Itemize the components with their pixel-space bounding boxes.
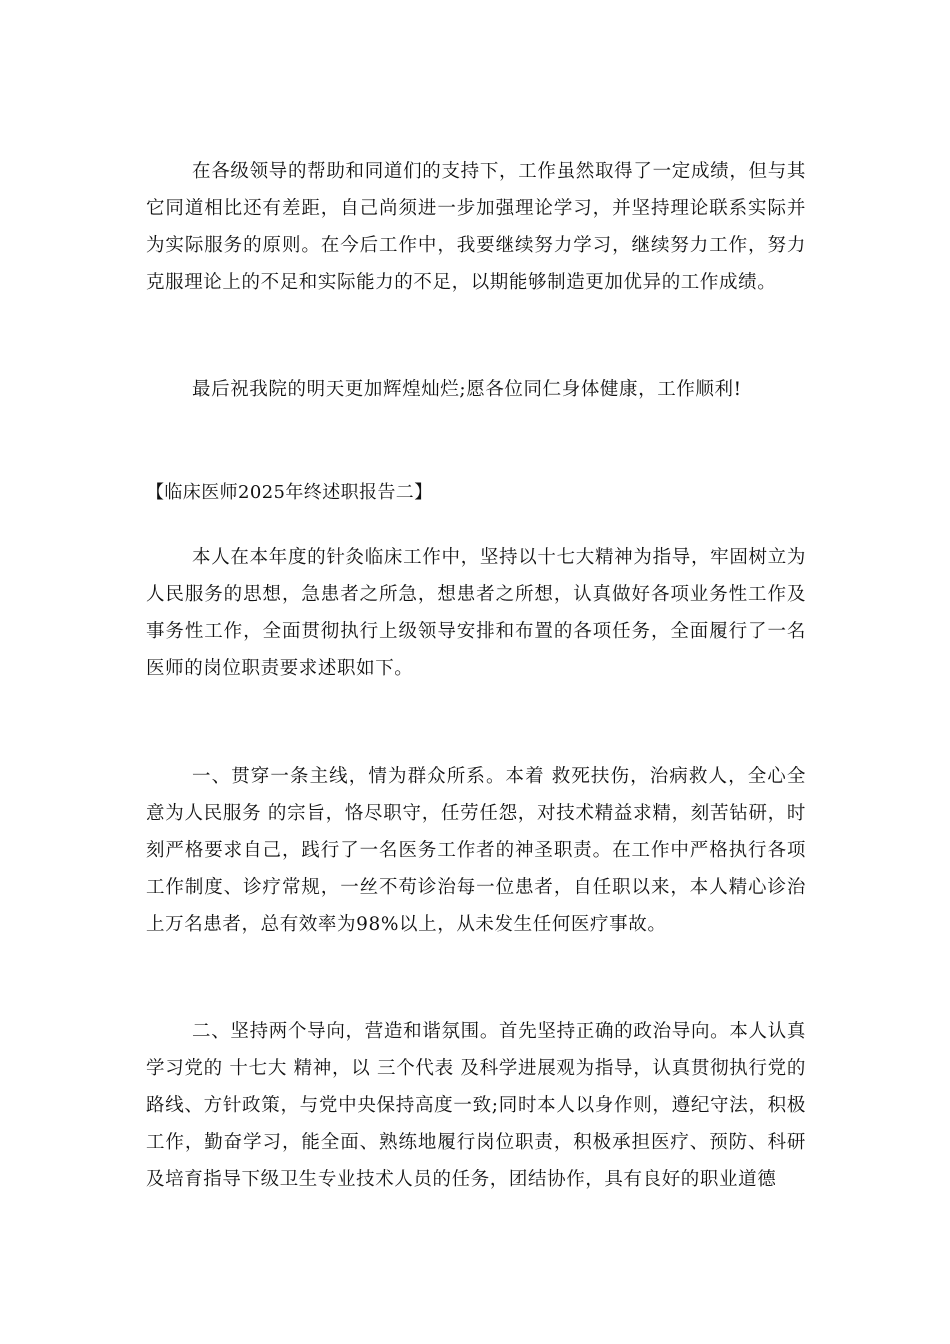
section-heading: 【临床医师2025年终述职报告二】 <box>146 482 433 503</box>
paragraph-closing-work: 在各级领导的帮助和同道们的支持下，工作虽然取得了一定成绩，但与其它同道相比还有差距，自己尚须进一步加强理论学习，并坚持理论联系实际并为实际服务的原则。在今后工作中，我要继续努力学习，继续努力工作，努力克服理论上的不足和实际能力的不足，以期能够制造更加优异的工作成绩。 <box>146 161 806 293</box>
paragraph-intro: 本人在本年度的针灸临床工作中，坚持以十七大精神为指导，牢固树立为人民服务的思想，急患者之所急，想患者之所想，认真做好各项业务性工作及事务性工作，全面贯彻执行上级领导安排和布置的各项任务，全面履行了一名医师的岗位职责要求述职如下。 <box>146 547 806 679</box>
paragraph-blessing: 最后祝我院的明天更加辉煌灿烂;愿各位同仁身体健康，工作顺利! <box>192 379 742 400</box>
paragraph-point-two: 二、坚持两个导向，营造和谐氛围。首先坚持正确的政治导向。本人认真学习党的 十七大 精神，以 三个代表 及科学进展观为指导，认真贯彻执行党的路线、方针政策，与党中央保持高度一致;同时本人以身作则，遵纪守法，积极工作，勤奋学习，能全面、熟练地履行岗位职责，积极承担医疗、预防、科研及培育指导下级卫生专业技术人员的任务，团结协作，具有良好的职业道德 <box>146 1021 806 1190</box>
paragraph-point-one: 一、贯穿一条主线，情为群众所系。本着 救死扶伤，治病救人，全心全意为人民服务 的宗旨，恪尽职守，任劳任怨，对技术精益求精，刻苦钻研，时刻严格要求自己，践行了一名医务工作者的神圣职责。在工作中严格执行各项工作制度、诊疗常规，一丝不苟诊治每一位患者，自任职以来，本人精心诊治上万名患者，总有效率为98%以上，从未发生任何医疗事故。 <box>146 766 806 935</box>
